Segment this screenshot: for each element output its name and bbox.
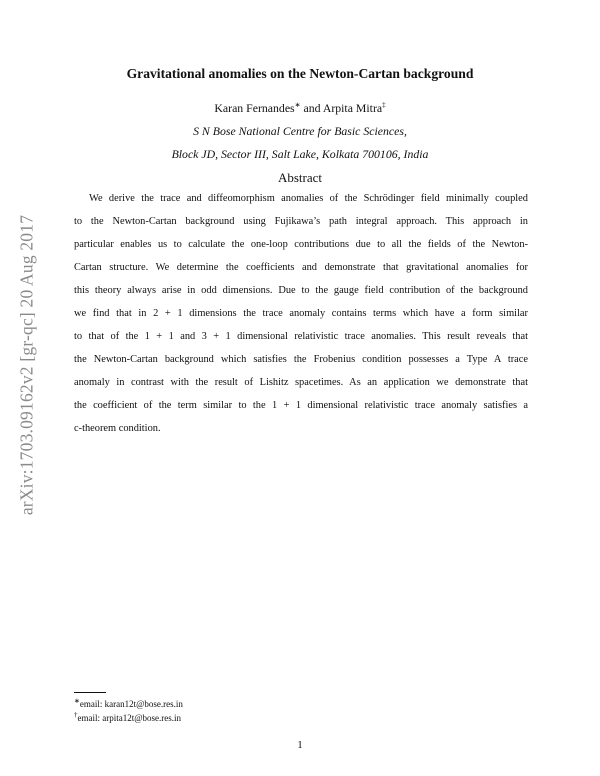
affiliation-line-1: S N Bose National Centre for Basic Sciences, bbox=[193, 124, 407, 138]
abstract-line: this theory always arise in odd dimensions. Due to the gauge field contribution of the background bbox=[74, 285, 528, 296]
footnote-1 bbox=[74, 697, 183, 709]
author-line bbox=[0, 101, 600, 116]
abstract-heading: Abstract bbox=[277, 170, 323, 185]
paper-title: Gravitational anomalies on the Newton-Cartan background bbox=[126, 66, 474, 81]
abstract-line: to that of the 1 + 1 and 3 + 1 dimensional relativistic trace anomalies. This result reveals that bbox=[74, 331, 528, 342]
page-number: 1 bbox=[297, 739, 303, 751]
abstract-line: We derive the trace and diffeomorphism anomalies of the Schrödinger field minimally coupled bbox=[89, 193, 528, 204]
abstract-line: we find that in 2 + 1 dimensions the trace anomaly contains terms which have a form similar bbox=[74, 308, 528, 319]
abstract-line: anomaly in contrast with the result of Lishitz spacetimes. As an application we demonstrate that bbox=[74, 377, 528, 388]
abstract-line: the coefficient of the term similar to the 1 + 1 dimensional relativistic trace anomaly satisfies a bbox=[74, 400, 528, 411]
author-2-name: Arpita Mitra bbox=[322, 101, 383, 115]
author-conjunction: and bbox=[300, 101, 323, 115]
footnote-2-mark: † bbox=[74, 711, 78, 719]
footnote-2-text: email: arpita12t@bose.res.in bbox=[77, 713, 182, 723]
footnote-1-text: email: karan12t@bose.res.in bbox=[79, 699, 183, 709]
footnote-2 bbox=[74, 711, 181, 723]
author-1-mark: ∗ bbox=[294, 101, 301, 110]
abstract-line: c-theorem condition. bbox=[74, 423, 161, 434]
abstract-line: to the Newton-Cartan background using Fujikawa’s path integral approach. This approach in bbox=[74, 216, 528, 227]
author-1-name: Karan Fernandes bbox=[214, 101, 295, 115]
abstract-line: Cartan structure. We determine the coefficients and demonstrate that gravitational anomalies for bbox=[74, 262, 528, 273]
affiliation-line-2: Block JD, Sector III, Salt Lake, Kolkata 700106, India bbox=[171, 147, 429, 161]
footnote-rule bbox=[74, 692, 106, 693]
footnote-1-mark: ∗ bbox=[74, 697, 80, 705]
abstract-line: the Newton-Cartan background which satisfies the Frobenius condition possesses a Type A trace bbox=[74, 354, 528, 365]
arxiv-side-stamp bbox=[14, 190, 40, 540]
arxiv-identifier: arXiv:1703.09162v2 [gr-qc] 20 Aug 2017 bbox=[16, 214, 37, 516]
abstract-line: particular enables us to calculate the one-loop contributions due to all the fields of the Newton- bbox=[74, 239, 528, 250]
author-2-mark: ‡ bbox=[382, 101, 386, 110]
